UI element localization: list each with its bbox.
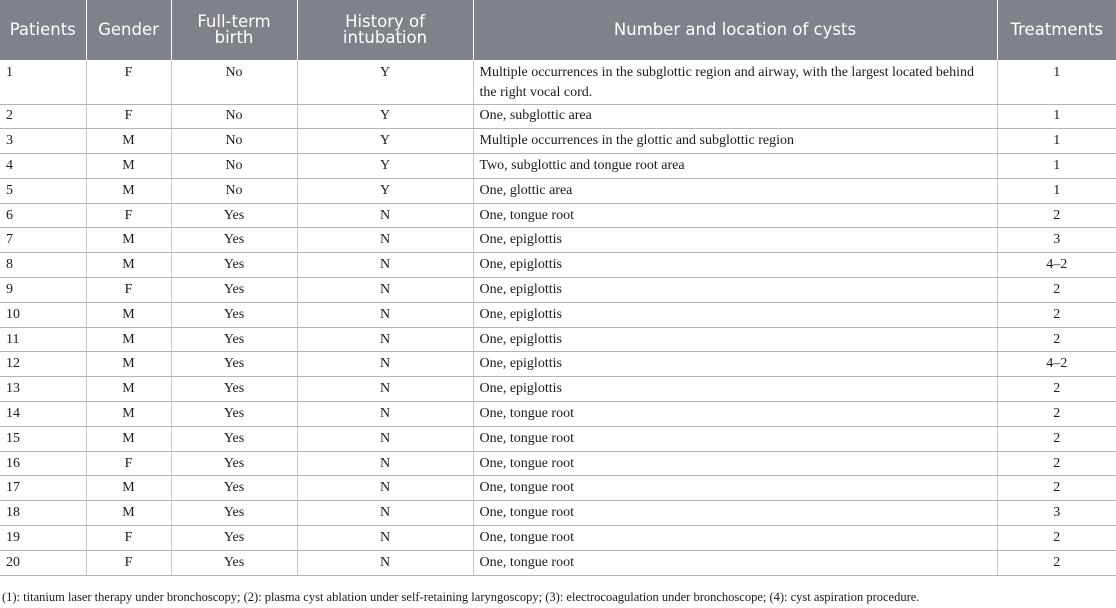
- full-term-birth-cell: No: [171, 104, 297, 129]
- intubation-cell: Y: [297, 154, 473, 179]
- table-header: [0, 0, 1116, 60]
- table-row: [0, 154, 1116, 179]
- table-row: [0, 451, 1116, 476]
- table-row: [0, 178, 1116, 203]
- cyst-location-cell: One, epiglottis: [473, 278, 997, 303]
- full-term-birth-cell: Yes: [171, 377, 297, 402]
- intubation-cell: N: [297, 451, 473, 476]
- cyst-location-cell: One, epiglottis: [473, 327, 997, 352]
- cyst-location-cell: One, tongue root: [473, 476, 997, 501]
- cyst-location-cell: One, tongue root: [473, 501, 997, 526]
- cyst-location-cell: Multiple occurrences in the subglottic region and airway, with the largest located behind the right vocal cord.: [473, 60, 997, 104]
- gender-cell: M: [86, 228, 171, 253]
- gender-cell: F: [86, 550, 171, 575]
- full-term-birth-cell: No: [171, 129, 297, 154]
- gender-cell: F: [86, 451, 171, 476]
- full-term-birth-cell: Yes: [171, 228, 297, 253]
- intubation-cell: Y: [297, 178, 473, 203]
- treatment-cell: 2: [997, 526, 1116, 551]
- table-row: [0, 302, 1116, 327]
- intubation-cell: N: [297, 426, 473, 451]
- intubation-cell: N: [297, 501, 473, 526]
- gender-cell: M: [86, 253, 171, 278]
- treatment-cell: 1: [997, 178, 1116, 203]
- gender-cell: M: [86, 178, 171, 203]
- header-full-term-birth: Full-term birth: [171, 0, 297, 60]
- treatment-cell: 1: [997, 154, 1116, 179]
- full-term-birth-cell: Yes: [171, 203, 297, 228]
- patient-id-cell: 2: [0, 104, 86, 129]
- table-row: [0, 352, 1116, 377]
- full-term-birth-cell: Yes: [171, 476, 297, 501]
- gender-cell: F: [86, 278, 171, 303]
- cyst-location-cell: Multiple occurrences in the glottic and subglottic region: [473, 129, 997, 154]
- patient-id-cell: 9: [0, 278, 86, 303]
- table-row: [0, 402, 1116, 427]
- intubation-cell: Y: [297, 104, 473, 129]
- patient-id-cell: 20: [0, 550, 86, 575]
- patient-id-cell: 17: [0, 476, 86, 501]
- gender-cell: F: [86, 203, 171, 228]
- full-term-birth-cell: Yes: [171, 402, 297, 427]
- patient-id-cell: 10: [0, 302, 86, 327]
- cyst-location-cell: One, subglottic area: [473, 104, 997, 129]
- patient-id-cell: 8: [0, 253, 86, 278]
- header-gender: Gender: [86, 0, 171, 60]
- full-term-birth-cell: Yes: [171, 302, 297, 327]
- patient-id-cell: 3: [0, 129, 86, 154]
- patient-id-cell: 19: [0, 526, 86, 551]
- table-row: [0, 104, 1116, 129]
- table-row: [0, 228, 1116, 253]
- header-patients: Patients: [0, 0, 86, 60]
- intubation-cell: N: [297, 402, 473, 427]
- cyst-location-cell: One, tongue root: [473, 550, 997, 575]
- treatment-cell: 2: [997, 278, 1116, 303]
- table-row: [0, 278, 1116, 303]
- header-row: [0, 0, 1116, 60]
- patient-id-cell: 14: [0, 402, 86, 427]
- patient-id-cell: 1: [0, 60, 86, 104]
- full-term-birth-cell: No: [171, 154, 297, 179]
- patient-id-cell: 16: [0, 451, 86, 476]
- full-term-birth-cell: No: [171, 60, 297, 104]
- cyst-location-cell: One, epiglottis: [473, 228, 997, 253]
- full-term-birth-cell: Yes: [171, 501, 297, 526]
- table-row: [0, 60, 1116, 104]
- table-row: [0, 327, 1116, 352]
- treatment-cell: 2: [997, 402, 1116, 427]
- table-row: [0, 426, 1116, 451]
- intubation-cell: N: [297, 550, 473, 575]
- gender-cell: M: [86, 476, 171, 501]
- gender-cell: F: [86, 526, 171, 551]
- gender-cell: M: [86, 327, 171, 352]
- full-term-birth-cell: Yes: [171, 352, 297, 377]
- cyst-location-cell: One, tongue root: [473, 526, 997, 551]
- gender-cell: F: [86, 60, 171, 104]
- intubation-cell: Y: [297, 60, 473, 104]
- header-treatments: Treatments: [997, 0, 1116, 60]
- treatment-cell: 1: [997, 60, 1116, 104]
- patient-id-cell: 7: [0, 228, 86, 253]
- gender-cell: M: [86, 302, 171, 327]
- table-body: [0, 60, 1116, 575]
- patient-id-cell: 13: [0, 377, 86, 402]
- header-history-of-intubation: History of intubation: [297, 0, 473, 60]
- table-footnote: (1): titanium laser therapy under bronchoscopy; (2): plasma cyst ablation under self-retaining laryngoscopy; (3): electrocoagulation under bronchoscope; (4): cyst aspiration procedure.: [2, 590, 920, 604]
- gender-cell: M: [86, 154, 171, 179]
- treatment-cell: 2: [997, 377, 1116, 402]
- cyst-location-cell: One, tongue root: [473, 203, 997, 228]
- cyst-location-cell: One, epiglottis: [473, 377, 997, 402]
- table-row: [0, 377, 1116, 402]
- cyst-location-cell: One, tongue root: [473, 402, 997, 427]
- full-term-birth-cell: Yes: [171, 426, 297, 451]
- patient-id-cell: 11: [0, 327, 86, 352]
- patient-id-cell: 6: [0, 203, 86, 228]
- gender-cell: F: [86, 104, 171, 129]
- cyst-location-cell: One, epiglottis: [473, 352, 997, 377]
- gender-cell: M: [86, 501, 171, 526]
- treatment-cell: 2: [997, 426, 1116, 451]
- treatment-cell: 2: [997, 476, 1116, 501]
- table-row: [0, 501, 1116, 526]
- cyst-location-cell: One, epiglottis: [473, 302, 997, 327]
- treatment-cell: 2: [997, 302, 1116, 327]
- table-row: [0, 550, 1116, 575]
- treatment-cell: 1: [997, 104, 1116, 129]
- treatment-cell: 2: [997, 451, 1116, 476]
- gender-cell: M: [86, 426, 171, 451]
- table-row: [0, 129, 1116, 154]
- table-row: [0, 203, 1116, 228]
- gender-cell: M: [86, 352, 171, 377]
- gender-cell: M: [86, 377, 171, 402]
- treatment-cell: 3: [997, 501, 1116, 526]
- intubation-cell: N: [297, 526, 473, 551]
- treatment-cell: 2: [997, 327, 1116, 352]
- patient-id-cell: 18: [0, 501, 86, 526]
- treatment-cell: 2: [997, 550, 1116, 575]
- intubation-cell: N: [297, 476, 473, 501]
- full-term-birth-cell: Yes: [171, 451, 297, 476]
- intubation-cell: N: [297, 253, 473, 278]
- table-row: [0, 253, 1116, 278]
- intubation-cell: N: [297, 377, 473, 402]
- cyst-location-cell: One, tongue root: [473, 426, 997, 451]
- full-term-birth-cell: Yes: [171, 550, 297, 575]
- full-term-birth-cell: Yes: [171, 526, 297, 551]
- intubation-cell: N: [297, 302, 473, 327]
- patient-id-cell: 12: [0, 352, 86, 377]
- intubation-cell: N: [297, 228, 473, 253]
- patient-id-cell: 4: [0, 154, 86, 179]
- intubation-cell: N: [297, 352, 473, 377]
- intubation-cell: N: [297, 278, 473, 303]
- patient-id-cell: 15: [0, 426, 86, 451]
- cyst-location-cell: One, glottic area: [473, 178, 997, 203]
- intubation-cell: N: [297, 203, 473, 228]
- full-term-birth-cell: Yes: [171, 253, 297, 278]
- gender-cell: M: [86, 402, 171, 427]
- intubation-cell: Y: [297, 129, 473, 154]
- treatment-cell: 4–2: [997, 352, 1116, 377]
- header-number-location-cysts: Number and location of cysts: [473, 0, 997, 60]
- patient-id-cell: 5: [0, 178, 86, 203]
- treatment-cell: 2: [997, 203, 1116, 228]
- gender-cell: M: [86, 129, 171, 154]
- treatment-cell: 4–2: [997, 253, 1116, 278]
- treatment-cell: 1: [997, 129, 1116, 154]
- table-row: [0, 526, 1116, 551]
- cyst-location-cell: One, epiglottis: [473, 253, 997, 278]
- cyst-location-cell: Two, subglottic and tongue root area: [473, 154, 997, 179]
- full-term-birth-cell: No: [171, 178, 297, 203]
- treatment-cell: 3: [997, 228, 1116, 253]
- full-term-birth-cell: Yes: [171, 278, 297, 303]
- full-term-birth-cell: Yes: [171, 327, 297, 352]
- intubation-cell: N: [297, 327, 473, 352]
- cyst-location-cell: One, tongue root: [473, 451, 997, 476]
- table-row: [0, 476, 1116, 501]
